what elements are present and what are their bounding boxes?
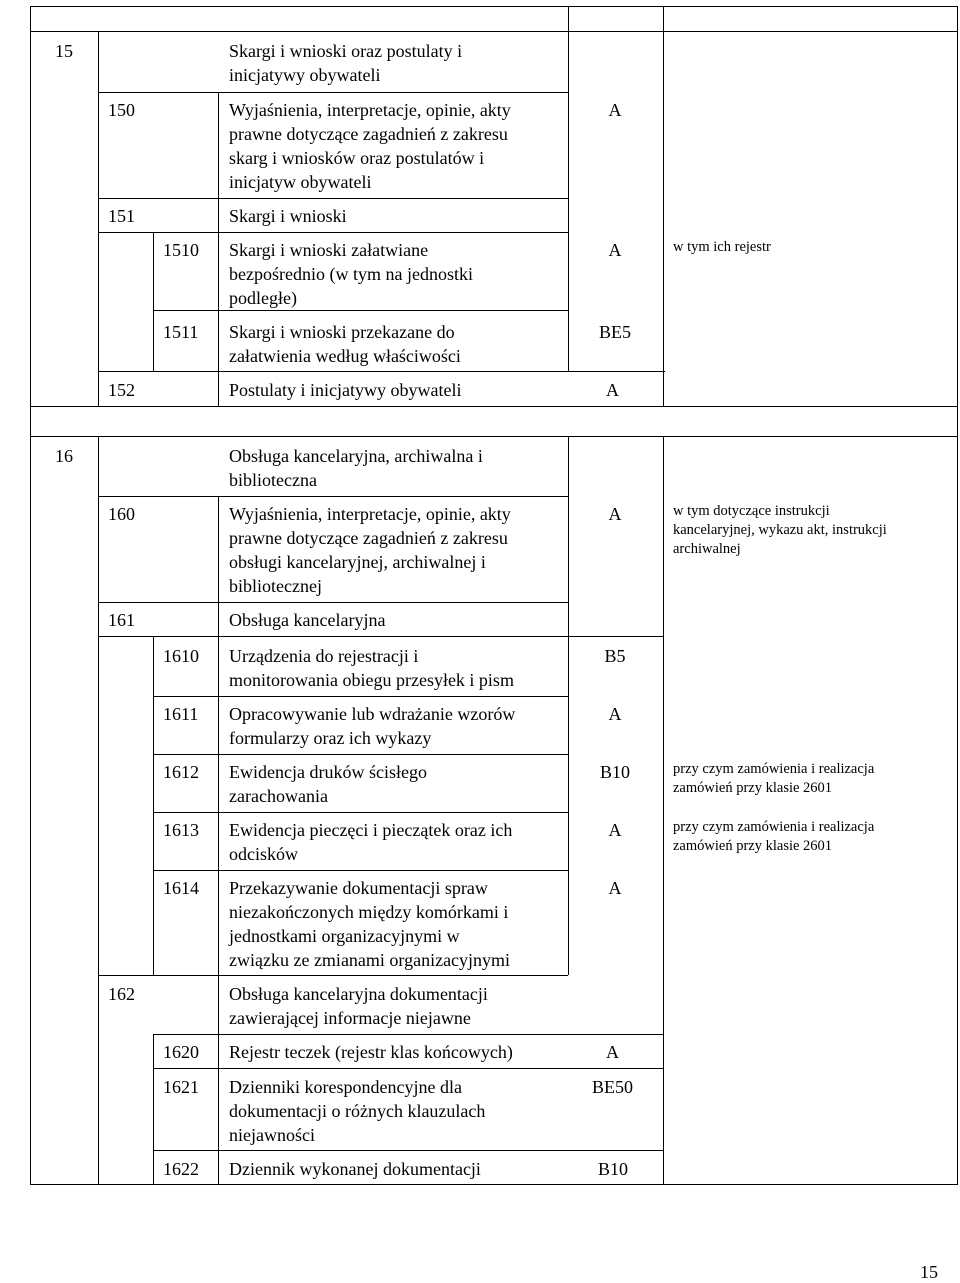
row-desc-line: niejawności xyxy=(229,1125,315,1145)
row-desc-line: Ewidencja druków ścisłego xyxy=(229,762,427,782)
row-note-line: w tym ich rejestr xyxy=(673,239,771,255)
row-code: 151 xyxy=(108,206,135,226)
row-desc-line: Wyjaśnienia, interpretacje, opinie, akty xyxy=(229,100,511,120)
row-desc-line: Opracowywanie lub wdrażanie wzorów xyxy=(229,704,516,724)
row-desc-line: załatwienia według właściwości xyxy=(229,346,461,366)
row-desc-line: dokumentacji o różnych klauzulach xyxy=(229,1101,486,1121)
row-desc-line: zarachowania xyxy=(229,786,328,806)
row-desc-line: zawierającej informacje niejawne xyxy=(229,1008,471,1028)
row-desc-line: Skargi i wnioski załatwiane xyxy=(229,240,429,260)
row-code: 1621 xyxy=(163,1077,199,1097)
row-category: A xyxy=(608,704,622,724)
row-code: 1622 xyxy=(163,1159,199,1179)
row-code: 160 xyxy=(108,504,135,524)
row-desc-line: Dzienniki korespondencyjne dla xyxy=(229,1077,462,1097)
row-category: A xyxy=(606,380,619,400)
row-desc-line: Przekazywanie dokumentacji spraw xyxy=(229,878,488,898)
row-code: 1511 xyxy=(163,322,199,342)
row-desc-line: bezpośrednio (w tym na jednostki xyxy=(229,264,473,284)
row-desc-line: niezakończonych między komórkami i xyxy=(229,902,509,922)
row-code: 1613 xyxy=(163,820,199,840)
row-desc-line: Rejestr teczek (rejestr klas końcowych) xyxy=(229,1042,513,1062)
row-desc-line: Skargi i wnioski przekazane do xyxy=(229,322,455,342)
row-category: B5 xyxy=(604,646,626,666)
row-desc-line: obsługi kancelaryjnej, archiwalnej i xyxy=(229,552,486,572)
row-code: 161 xyxy=(108,610,135,630)
row-category: B10 xyxy=(598,1159,629,1179)
row-note-line: kancelaryjnej, wykazu akt, instrukcji xyxy=(673,522,887,538)
row-desc-line: inicjatyw obywateli xyxy=(229,172,372,192)
row-desc-line: Postulaty i inicjatywy obywateli xyxy=(229,380,462,400)
row-code: 1612 xyxy=(163,762,199,782)
row-desc-line: Obsługa kancelaryjna xyxy=(229,610,386,630)
row-desc-line: Urządzenia do rejestracji i xyxy=(229,646,419,666)
section-title-line: Skargi i wnioski oraz postulaty i xyxy=(229,41,463,61)
row-code: 1614 xyxy=(163,878,199,898)
row-desc-line: związku ze zmianami organizacyjnymi xyxy=(229,950,511,970)
row-desc-line: monitorowania obiegu przesyłek i pism xyxy=(229,670,514,690)
row-code: 1610 xyxy=(163,646,199,666)
row-desc-line: Ewidencja pieczęci i pieczątek oraz ich xyxy=(229,820,513,840)
section-code: 16 xyxy=(55,446,73,466)
page-number: 15 xyxy=(920,1262,938,1282)
row-category: B10 xyxy=(599,762,630,782)
row-category: BE5 xyxy=(598,322,631,342)
row-code: 1611 xyxy=(163,704,199,724)
row-desc-line: Dziennik wykonanej dokumentacji xyxy=(229,1159,481,1179)
row-desc-line: odcisków xyxy=(229,844,298,864)
row-desc-line: prawne dotyczące zagadnień z zakresu xyxy=(229,528,508,548)
row-desc-line: jednostkami organizacyjnymi w xyxy=(229,926,460,946)
row-code: 1510 xyxy=(163,240,199,260)
row-desc-line: Obsługa kancelaryjna dokumentacji xyxy=(229,984,488,1004)
row-category: A xyxy=(608,504,622,524)
row-category: A xyxy=(608,100,622,120)
row-desc-line: bibliotecznej xyxy=(229,576,322,596)
row-desc-line: Wyjaśnienia, interpretacje, opinie, akty xyxy=(229,504,511,524)
row-note-line: zamówień przy klasie 2601 xyxy=(673,838,833,854)
row-code: 162 xyxy=(108,984,135,1004)
row-code: 1620 xyxy=(163,1042,199,1062)
row-desc-line: formularzy oraz ich wykazy xyxy=(229,728,432,748)
row-note-line: przy czym zamówienia i realizacja xyxy=(673,819,875,835)
row-category: A xyxy=(606,1042,619,1062)
row-note-line: w tym dotyczące instrukcji xyxy=(673,503,830,519)
section-code: 15 xyxy=(55,41,73,61)
row-category: A xyxy=(608,820,622,840)
section-title-line: biblioteczna xyxy=(229,470,317,490)
row-category: BE50 xyxy=(592,1077,634,1097)
row-note-line: zamówień przy klasie 2601 xyxy=(673,780,833,796)
row-desc-line: podległe) xyxy=(229,288,297,308)
row-desc-line: skarg i wniosków oraz postulatów i xyxy=(229,148,485,168)
row-category: A xyxy=(608,240,622,260)
row-code: 152 xyxy=(108,380,135,400)
row-note-line: archiwalnej xyxy=(673,541,741,557)
row-note-line: przy czym zamówienia i realizacja xyxy=(673,761,875,777)
row-code: 150 xyxy=(108,100,135,120)
section-title-line: Obsługa kancelaryjna, archiwalna i xyxy=(229,446,483,466)
section-title-line: inicjatywy obywateli xyxy=(229,65,381,85)
row-category: A xyxy=(608,878,622,898)
row-desc-line: prawne dotyczące zagadnień z zakresu xyxy=(229,124,508,144)
row-desc-line: Skargi i wnioski xyxy=(229,206,347,226)
